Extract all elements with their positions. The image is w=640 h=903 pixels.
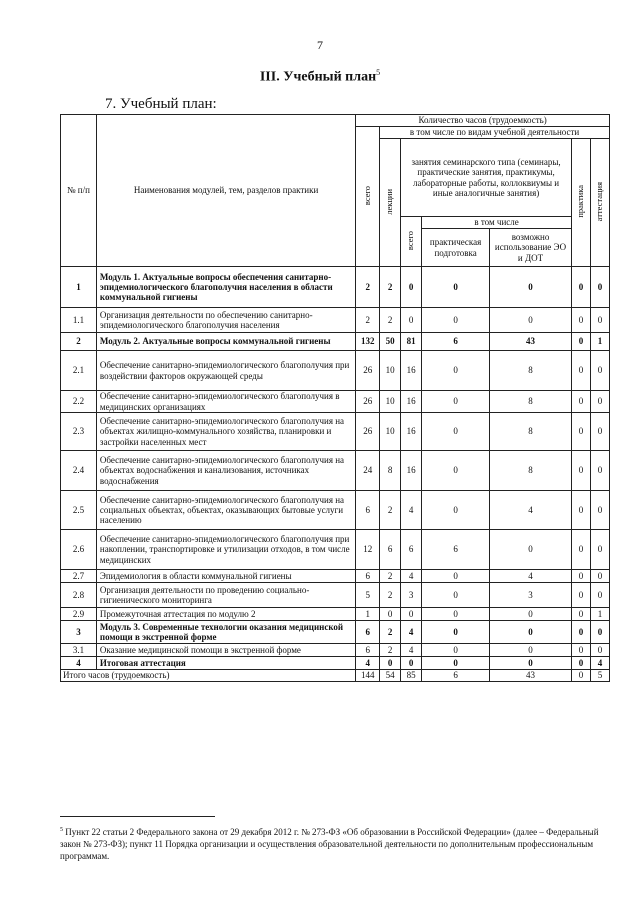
totals-practical: 6	[422, 670, 490, 682]
row-number: 4	[61, 657, 97, 670]
row-name: Модуль 1. Актуальные вопросы обеспечения санитарно-эпидемиологического благополучия населения в области коммунальной гигиены	[96, 267, 355, 308]
cell-lectures: 2	[380, 583, 401, 608]
footnote-reference: 5	[376, 68, 381, 77]
footnote	[60, 826, 615, 862]
header-practice	[571, 139, 590, 267]
table-row	[61, 351, 610, 391]
totals-sem-total: 85	[401, 670, 422, 682]
table-row	[61, 308, 610, 333]
cell-sem-total: 4	[401, 570, 422, 583]
cell-sem-total: 4	[401, 644, 422, 657]
footnote-text: Пункт 22 статьи 2 Федерального закона от 29 декабря 2012 г. № 273-ФЗ «Об образовании в Российской Федерации» (далее – Федеральный закон № 273-ФЗ); пункт 11 Порядка организации и осуществления образовательной деятельности по дополнительным профессиональным программам.	[60, 827, 599, 862]
cell-lectures: 10	[380, 391, 401, 413]
cell-lectures: 50	[380, 333, 401, 351]
cell-total: 6	[356, 491, 380, 530]
header-including: в том числе	[422, 217, 572, 229]
table-row	[61, 570, 610, 583]
cell-attestation: 0	[590, 413, 609, 451]
row-name: Обеспечение санитарно-эпидемиологического благополучия при накоплении, транспортировке и утилизации отходов, в том числе медицинских	[96, 530, 355, 570]
cell-eo-dot: 8	[490, 351, 572, 391]
row-number: 2.6	[61, 530, 97, 570]
row-number: 2.7	[61, 570, 97, 583]
cell-attestation: 0	[590, 351, 609, 391]
cell-total: 26	[356, 413, 380, 451]
totals-row	[61, 670, 610, 682]
header-by-type: в том числе по видам учебной деятельности	[380, 127, 610, 139]
cell-sem-total: 16	[401, 351, 422, 391]
totals-lectures: 54	[380, 670, 401, 682]
cell-eo-dot: 0	[490, 608, 572, 621]
cell-lectures: 0	[380, 608, 401, 621]
row-number: 1.1	[61, 308, 97, 333]
row-number: 2.1	[61, 351, 97, 391]
cell-sem-total: 0	[401, 308, 422, 333]
cell-practical: 0	[422, 413, 490, 451]
curriculum-table	[60, 114, 610, 682]
cell-practice: 0	[571, 530, 590, 570]
cell-total: 132	[356, 333, 380, 351]
totals-practice: 0	[571, 670, 590, 682]
cell-total: 24	[356, 451, 380, 491]
section-title-text: III. Учебный план	[259, 69, 377, 85]
row-name: Эпидемиология в области коммунальной гигиены	[96, 570, 355, 583]
cell-eo-dot: 0	[490, 644, 572, 657]
row-name: Обеспечение санитарно-эпидемиологического благополучия при воздействии факторов окружающей среды	[96, 351, 355, 391]
cell-total: 6	[356, 570, 380, 583]
cell-attestation: 4	[590, 657, 609, 670]
cell-lectures: 6	[380, 530, 401, 570]
cell-lectures: 8	[380, 451, 401, 491]
cell-attestation: 0	[590, 491, 609, 530]
cell-practical: 0	[422, 570, 490, 583]
cell-practice: 0	[571, 391, 590, 413]
cell-total: 2	[356, 308, 380, 333]
cell-total: 2	[356, 267, 380, 308]
cell-sem-total: 0	[401, 608, 422, 621]
header-total-text: всего	[361, 185, 372, 206]
cell-attestation: 0	[590, 391, 609, 413]
cell-practical: 6	[422, 333, 490, 351]
cell-total: 4	[356, 657, 380, 670]
header-attestation-text: аттестация	[594, 181, 605, 222]
cell-practical: 0	[422, 267, 490, 308]
cell-practical: 0	[422, 491, 490, 530]
table-row	[61, 644, 610, 657]
cell-sem-total: 0	[401, 267, 422, 308]
totals-eo-dot: 43	[490, 670, 572, 682]
row-number: 1	[61, 267, 97, 308]
cell-total: 26	[356, 351, 380, 391]
footnote-mark: 5	[60, 827, 63, 833]
cell-attestation: 0	[590, 530, 609, 570]
cell-sem-total: 16	[401, 413, 422, 451]
cell-lectures: 10	[380, 351, 401, 391]
cell-eo-dot: 8	[490, 413, 572, 451]
table-row	[61, 657, 610, 670]
cell-practice: 0	[571, 621, 590, 644]
row-number: 3	[61, 621, 97, 644]
cell-practical: 0	[422, 351, 490, 391]
row-name: Обеспечение санитарно-эпидемиологического благополучия на объектах жилищно-коммунального хозяйства, планировки и застройки населенных мест	[96, 413, 355, 451]
cell-practical: 0	[422, 451, 490, 491]
cell-lectures: 2	[380, 621, 401, 644]
row-name: Обеспечение санитарно-эпидемиологического благополучия на социальных объектах, объектах, оказывающих бытовые услуги населению	[96, 491, 355, 530]
cell-attestation: 1	[590, 333, 609, 351]
cell-lectures: 0	[380, 657, 401, 670]
cell-sem-total: 4	[401, 621, 422, 644]
cell-practical: 0	[422, 391, 490, 413]
cell-eo-dot: 8	[490, 451, 572, 491]
cell-sem-total: 6	[401, 530, 422, 570]
table-row	[61, 621, 610, 644]
row-number: 2.4	[61, 451, 97, 491]
cell-sem-total: 4	[401, 491, 422, 530]
totals-attestation: 5	[590, 670, 609, 682]
cell-sem-total: 81	[401, 333, 422, 351]
row-name: Модуль 3. Современные технологии оказания медицинской помощи в экстренной форме	[96, 621, 355, 644]
cell-total: 1	[356, 608, 380, 621]
cell-total: 6	[356, 644, 380, 657]
table-row	[61, 451, 610, 491]
cell-practical: 0	[422, 644, 490, 657]
cell-eo-dot: 8	[490, 391, 572, 413]
row-number: 2.5	[61, 491, 97, 530]
table-row	[61, 583, 610, 608]
cell-eo-dot: 0	[490, 267, 572, 308]
cell-total: 12	[356, 530, 380, 570]
row-name: Обеспечение санитарно-эпидемиологического благополучия в медицинских организациях	[96, 391, 355, 413]
row-name: Промежуточная аттестация по модулю 2	[96, 608, 355, 621]
header-seminar: занятия семинарского типа (семинары, практические занятия, практикумы, лабораторные работы, коллоквиумы и иные аналогичные занятия)	[401, 139, 572, 217]
row-number: 3.1	[61, 644, 97, 657]
table-row	[61, 391, 610, 413]
cell-lectures: 2	[380, 308, 401, 333]
cell-practice: 0	[571, 583, 590, 608]
cell-attestation: 0	[590, 644, 609, 657]
page-number: 7	[317, 38, 323, 52]
row-name: Обеспечение санитарно-эпидемиологического благополучия на объектах водоснабжения и канализования, источниках водоснабжения	[96, 451, 355, 491]
section-title	[0, 68, 640, 86]
header-seminar-total-text: всего	[405, 230, 416, 251]
row-number: 2.8	[61, 583, 97, 608]
cell-sem-total: 0	[401, 657, 422, 670]
row-name: Оказание медицинской помощи в экстренной форме	[96, 644, 355, 657]
cell-attestation: 0	[590, 267, 609, 308]
table-row	[61, 333, 610, 351]
table-row	[61, 413, 610, 451]
cell-practical: 0	[422, 621, 490, 644]
cell-attestation: 0	[590, 621, 609, 644]
header-eo-dot: возможно использование ЭО и ДОТ	[490, 229, 572, 267]
header-num: № п/п	[61, 115, 97, 267]
cell-eo-dot: 4	[490, 491, 572, 530]
cell-lectures: 2	[380, 570, 401, 583]
cell-total: 5	[356, 583, 380, 608]
cell-practice: 0	[571, 491, 590, 530]
cell-attestation: 0	[590, 308, 609, 333]
totals-total: 144	[356, 670, 380, 682]
cell-sem-total: 16	[401, 391, 422, 413]
cell-practical: 0	[422, 608, 490, 621]
row-number: 2.9	[61, 608, 97, 621]
cell-practical: 0	[422, 308, 490, 333]
cell-total: 6	[356, 621, 380, 644]
cell-practical: 0	[422, 657, 490, 670]
row-number: 2.2	[61, 391, 97, 413]
cell-lectures: 2	[380, 267, 401, 308]
cell-practice: 0	[571, 413, 590, 451]
cell-lectures: 2	[380, 644, 401, 657]
row-number: 2.3	[61, 413, 97, 451]
cell-practical: 6	[422, 530, 490, 570]
cell-attestation: 1	[590, 608, 609, 621]
cell-eo-dot: 0	[490, 621, 572, 644]
row-name: Организация деятельности по обеспечению санитарно-эпидемиологического благополучия населения	[96, 308, 355, 333]
header-name: Наименования модулей, тем, разделов практики	[96, 115, 355, 267]
cell-practice: 0	[571, 333, 590, 351]
header-seminar-total	[401, 217, 422, 267]
cell-eo-dot: 4	[490, 570, 572, 583]
plan-heading: 7. Учебный план:	[105, 96, 217, 112]
cell-total: 26	[356, 391, 380, 413]
header-practical-training: практическая подготовка	[422, 229, 490, 267]
cell-practice: 0	[571, 608, 590, 621]
cell-eo-dot: 0	[490, 530, 572, 570]
cell-practice: 0	[571, 267, 590, 308]
row-name: Итоговая аттестация	[96, 657, 355, 670]
cell-attestation: 0	[590, 570, 609, 583]
table-row	[61, 608, 610, 621]
cell-practice: 0	[571, 308, 590, 333]
cell-eo-dot: 43	[490, 333, 572, 351]
cell-sem-total: 16	[401, 451, 422, 491]
cell-practice: 0	[571, 644, 590, 657]
row-name: Организация деятельности по проведению социально-гигиенического мониторинга	[96, 583, 355, 608]
cell-eo-dot: 0	[490, 308, 572, 333]
row-number: 2	[61, 333, 97, 351]
header-attestation	[590, 139, 609, 267]
cell-practice: 0	[571, 451, 590, 491]
cell-practice: 0	[571, 657, 590, 670]
cell-practical: 0	[422, 583, 490, 608]
table-row	[61, 530, 610, 570]
cell-practice: 0	[571, 570, 590, 583]
cell-practice: 0	[571, 351, 590, 391]
totals-label: Итого часов (трудоемкость)	[61, 670, 356, 682]
table-row	[61, 491, 610, 530]
cell-attestation: 0	[590, 583, 609, 608]
header-practice-text: практика	[575, 185, 586, 218]
header-hours-total: Количество часов (трудоемкость)	[356, 115, 610, 127]
row-name: Модуль 2. Актуальные вопросы коммунальной гигиены	[96, 333, 355, 351]
footnote-divider	[60, 816, 215, 817]
cell-lectures: 10	[380, 413, 401, 451]
cell-lectures: 2	[380, 491, 401, 530]
header-total	[356, 127, 380, 267]
header-lectures	[380, 139, 401, 267]
table-body	[61, 267, 610, 682]
table-row	[61, 267, 610, 308]
cell-sem-total: 3	[401, 583, 422, 608]
cell-attestation: 0	[590, 451, 609, 491]
header-lectures-text: лекции	[384, 188, 395, 215]
cell-eo-dot: 0	[490, 657, 572, 670]
cell-eo-dot: 3	[490, 583, 572, 608]
